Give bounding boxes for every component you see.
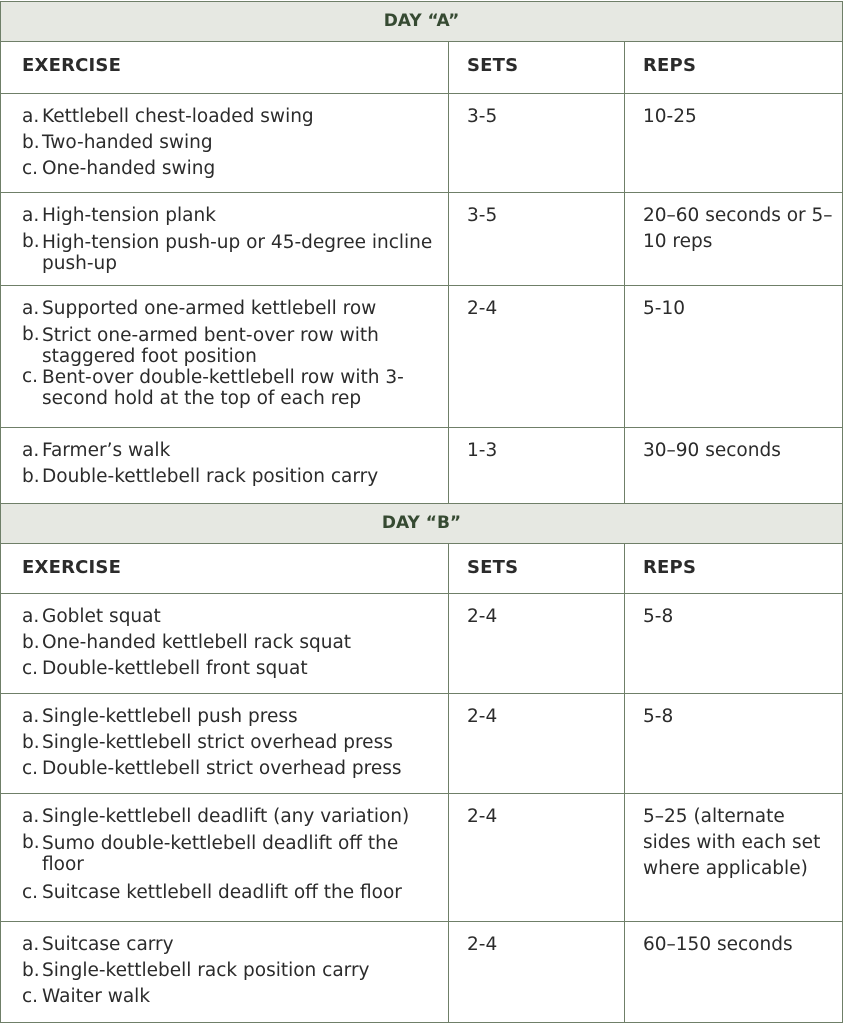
row-divider [0,921,843,922]
item-text: One-handed swing [42,158,216,179]
item-marker: a. [22,934,40,955]
column-header-exercise: EXERCISE [22,55,122,76]
column-header-reps: REPS [643,55,697,76]
item-text: Double-kettlebell strict overhead press [42,758,402,779]
exercise-item [22,656,444,682]
item-text: Farmer’s walk [42,440,171,461]
item-text: One-handed kettlebell rack squat [42,632,352,653]
item-text: Single-kettlebell deadlift (any variation) [42,806,410,827]
item-marker: c. [22,658,39,679]
row-divider [0,93,843,94]
reps-value: 5–25 (alternate sides with each set where applicable) [643,806,821,879]
sets-value: 2-4 [467,806,498,827]
item-marker: b. [22,324,40,345]
column-divider [448,41,449,503]
item-text: Two-handed swing [42,132,213,153]
item-text: Single-kettlebell strict overhead press [42,732,393,753]
column-divider [448,543,449,1022]
exercise-item [22,604,444,630]
row-divider [0,693,843,694]
exercise-item [22,438,444,464]
row-divider [0,503,843,504]
column-divider [624,41,625,503]
item-marker: c. [22,882,39,903]
day-b-heading: DAY “B” [0,503,843,543]
reps-value: 5-10 [643,298,685,319]
item-marker: a. [22,106,40,127]
sets-value: 2-4 [467,298,498,319]
item-text: Strict one-armed bent-over row with staggered foot position [42,325,379,367]
column-header-sets: SETS [467,557,519,578]
row-divider [0,1,843,2]
sets-value: 2-4 [467,934,498,955]
exercise-item [22,630,444,656]
column-header-sets: SETS [467,55,519,76]
exercise-item [22,156,444,182]
exercise-item [22,958,444,984]
sets-value: 3-5 [467,205,498,226]
exercise-item [22,130,444,156]
reps-value: 30–90 seconds [643,440,781,461]
item-marker: b. [22,466,40,487]
column-divider [0,1,1,1023]
row-divider [0,41,843,42]
item-marker: b. [22,632,40,653]
exercise-item [22,203,444,229]
item-marker: a. [22,440,40,461]
exercise-item [22,932,444,958]
reps-value: 10-25 [643,106,697,127]
exercise-item [22,364,444,409]
sets-value: 2-4 [467,706,498,727]
day-a-heading: DAY “A” [0,1,843,41]
exercise-item [22,704,444,730]
item-text: High-tension plank [42,205,216,226]
item-text: Suitcase kettlebell deadlift off the floor [42,882,402,903]
reps-value: 5-8 [643,606,674,627]
row-divider [0,543,843,544]
sets-value: 2-4 [467,606,498,627]
item-marker: c. [22,366,39,387]
sets-value: 1-3 [467,440,498,461]
item-text: Supported one-armed kettlebell row [42,298,377,319]
sets-value: 3-5 [467,106,498,127]
exercise-item [22,830,444,875]
item-text: Double-kettlebell front squat [42,658,308,679]
column-header-exercise: EXERCISE [22,557,122,578]
item-marker: c. [22,158,39,179]
reps-value: 5-8 [643,706,674,727]
exercise-item [22,984,444,1010]
exercise-item [22,296,444,322]
item-marker: a. [22,205,40,226]
column-header-reps: REPS [643,557,697,578]
item-marker: a. [22,298,40,319]
item-marker: c. [22,986,39,1007]
item-text: Double-kettlebell rack position carry [42,466,379,487]
item-text: Waiter walk [42,986,151,1007]
row-divider [0,427,843,428]
exercise-item [22,756,444,782]
column-divider [624,543,625,1022]
row-divider [0,1022,843,1023]
row-divider [0,793,843,794]
item-marker: a. [22,606,40,627]
exercise-item [22,804,444,830]
item-text: Sumo double-kettlebell deadlift off the floor [42,833,399,875]
item-text: Suitcase carry [42,934,174,955]
row-divider [0,593,843,594]
exercise-item [22,322,444,367]
item-marker: b. [22,832,40,853]
item-text: Kettlebell chest-loaded swing [42,106,314,127]
exercise-item [22,104,444,130]
item-marker: b. [22,960,40,981]
item-text: High-tension push-up or 45-degree incline push-up [42,232,433,274]
exercise-item [22,730,444,756]
exercise-item [22,229,444,274]
item-marker: b. [22,732,40,753]
item-marker: a. [22,706,40,727]
row-divider [0,192,843,193]
item-text: Single-kettlebell push press [42,706,298,727]
reps-value: 20–60 seconds or 5–10 reps [643,205,833,252]
item-text: Single-kettlebell rack position carry [42,960,370,981]
item-marker: a. [22,806,40,827]
exercise-item [22,880,444,906]
item-marker: b. [22,132,40,153]
item-text: Bent-over double-kettlebell row with 3-second hold at the top of each rep [42,367,404,409]
item-marker: c. [22,758,39,779]
item-text: Goblet squat [42,606,161,627]
exercise-item [22,464,444,490]
item-marker: b. [22,231,40,252]
reps-value: 60–150 seconds [643,934,793,955]
row-divider [0,285,843,286]
